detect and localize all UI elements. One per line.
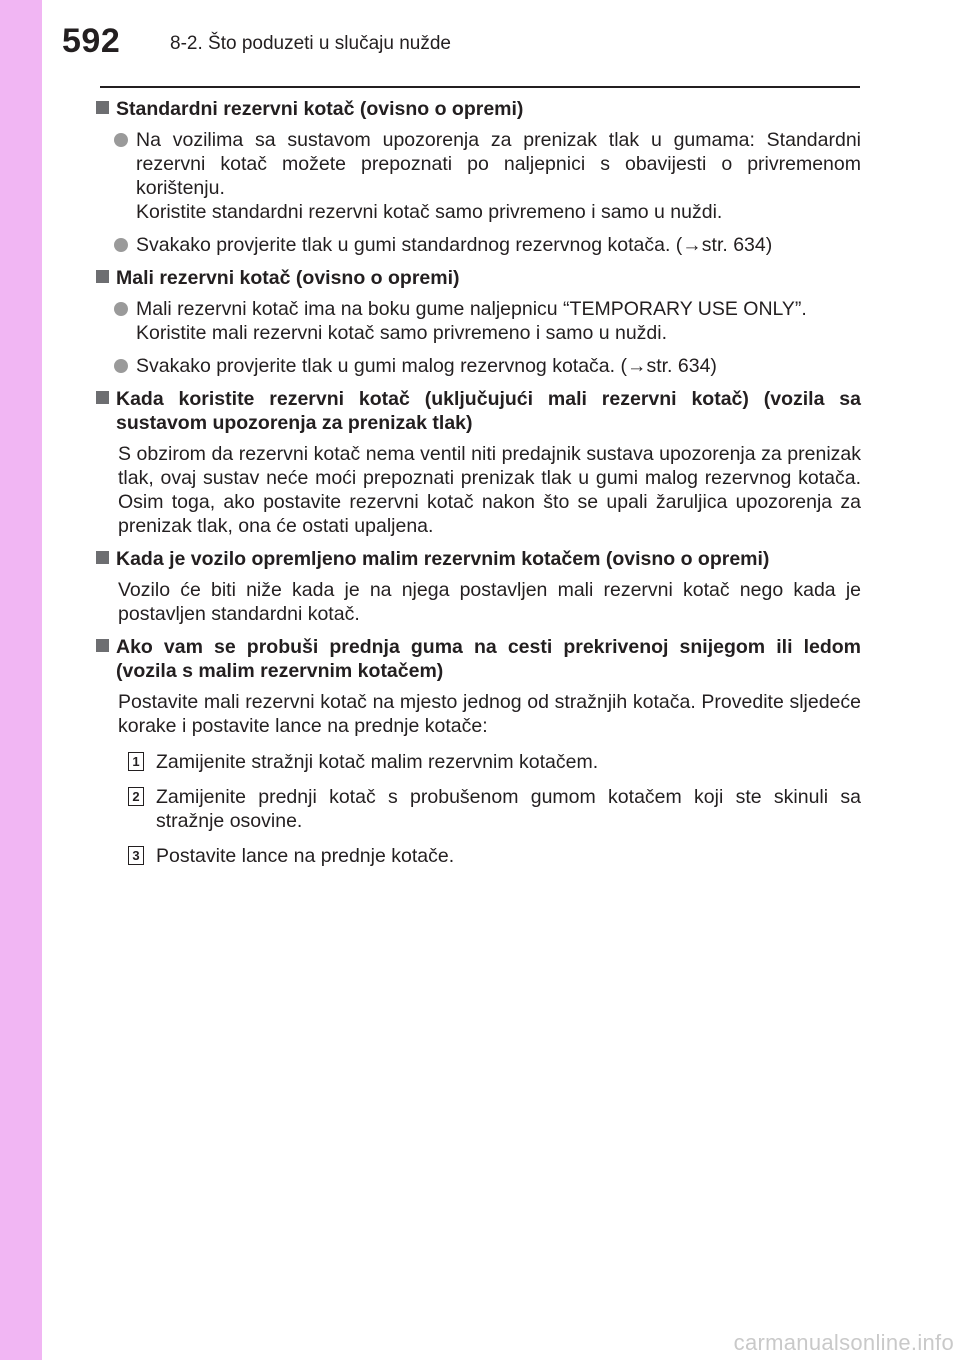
square-bullet-icon xyxy=(96,101,109,114)
list-item xyxy=(96,233,861,257)
square-bullet-icon xyxy=(96,391,109,404)
side-tab-band xyxy=(0,0,42,1360)
paragraph: S obzirom da rezervni kotač nema ventil niti predajnik sustava upozorenja za prenizak tlak, ovaj sustav neće moći prepoznati prenizak tlak u gumi malog rezervnog kotača. Osim toga, ako postavite rezervni kotač nakon što se upali žaruljica upozorenja za prenizak tlak, ona će ostati upaljena. xyxy=(118,443,861,537)
paragraph: Postavite mali rezervni kotač na mjesto jednog od stražnjih kotača. Provedite sljedeće korake i postavite lance na prednje kotače: xyxy=(118,691,861,737)
square-bullet-icon xyxy=(96,551,109,564)
page-number: 592 xyxy=(62,22,121,60)
step-item xyxy=(96,785,861,833)
list-item xyxy=(96,297,861,345)
page-content xyxy=(96,97,861,879)
step-text: Zamijenite prednji kotač s probušenom gumom kotačem koji ste skinuli sa stražnje osovine. xyxy=(156,786,861,832)
round-bullet-icon xyxy=(114,359,128,373)
list-item xyxy=(96,354,861,378)
step-number: 1 xyxy=(128,752,144,771)
round-bullet-icon xyxy=(114,302,128,316)
step-item xyxy=(96,750,861,774)
step-text: Postavite lance na prednje kotače. xyxy=(156,845,455,867)
bullet-note: Koristite mali rezervni kotač samo privremeno i samo u nuždi. xyxy=(136,322,668,344)
bullet-text: Mali rezervni kotač ima na boku gume naljepnicu “TEMPORARY USE ONLY”. xyxy=(136,298,807,320)
step-text: Zamijenite stražnji kotač malim rezervnim kotačem. xyxy=(156,751,599,773)
section-heading: Kada koristite rezervni kotač (uključujući mali rezervni kotač) (vozila sa sustavom upozorenja za prenizak tlak) xyxy=(96,387,861,435)
round-bullet-icon xyxy=(114,133,128,147)
step-number: 2 xyxy=(128,787,144,806)
section-title: 8-2. Što poduzeti u slučaju nužde xyxy=(170,33,451,54)
bullet-note: Koristite standardni rezervni kotač samo privremeno i samo u nuždi. xyxy=(136,201,723,223)
square-bullet-icon xyxy=(96,270,109,283)
square-bullet-icon xyxy=(96,639,109,652)
paragraph: Vozilo će biti niže kada je na njega postavljen mali rezervni kotač nego kada je postavljen standardni kotač. xyxy=(118,579,861,625)
section-heading: Standardni rezervni kotač (ovisno o opremi) xyxy=(96,97,861,121)
bullet-text: Na vozilima sa sustavom upozorenja za prenizak tlak u gumama: Standardni rezervni kotač možete prepoznati po naljepnici s obavijesti o privremenom korištenju. xyxy=(136,129,861,199)
section-heading: Ako vam se probuši prednja guma na cesti prekrivenoj snijegom ili ledom (vozila s malim rezervnim kotačem) xyxy=(96,635,861,683)
step-number: 3 xyxy=(128,846,144,865)
step-item xyxy=(96,844,861,868)
bullet-text: Svakako provjerite tlak u gumi standardnog rezervnog kotača. (→str. 634) xyxy=(136,234,773,256)
watermark: carmanualsonline.info xyxy=(733,1330,954,1355)
bullet-text: Svakako provjerite tlak u gumi malog rezervnog kotača. (→str. 634) xyxy=(136,355,717,377)
section-heading: Mali rezervni kotač (ovisno o opremi) xyxy=(96,266,861,290)
list-item xyxy=(96,128,861,224)
section-heading: Kada je vozilo opremljeno malim rezervnim kotačem (ovisno o opremi) xyxy=(96,547,861,571)
header-rule xyxy=(100,86,860,88)
round-bullet-icon xyxy=(114,238,128,252)
